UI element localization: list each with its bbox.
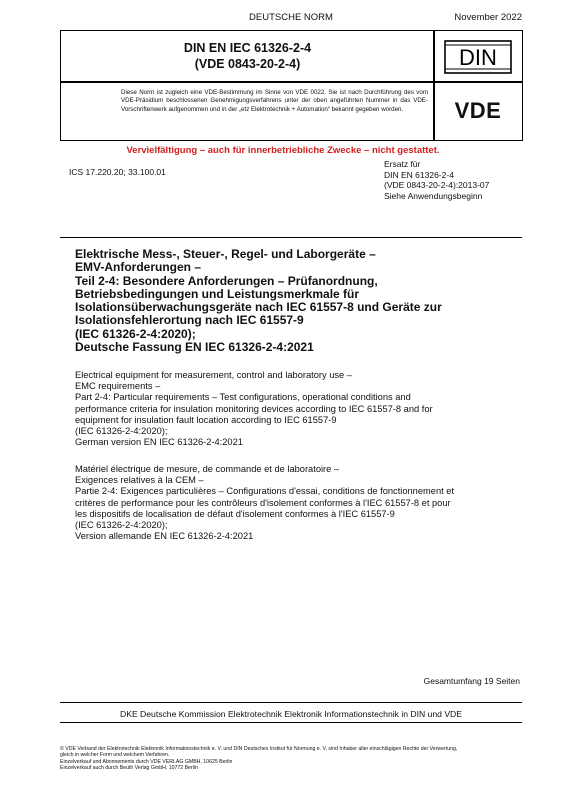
footer-line: © VDE Verband der Elektrotechnik Elektronik Informationstechnik e. V. und DIN Deutsches Institut für Normung e. V. sind Inhaber aller einschlägigen Rechte der Verwertung,: [60, 746, 458, 752]
top-bar: [60, 10, 522, 28]
divider: [60, 702, 522, 703]
din-logo-box: [433, 30, 523, 83]
title-line: Partie 2-4: Exigences particulières – Configurations d'essai, conditions de fonctionnement et: [75, 486, 455, 497]
title-line: EMV-Anforderungen –: [75, 260, 202, 275]
divider: [60, 722, 522, 723]
english-title: [75, 370, 525, 448]
title-line: performance criteria for insulation monitoring devices according to IEC 61557-8 and for: [75, 403, 433, 414]
title-line: Betriebsbedingungen und Leistungsmerkmale für: [75, 286, 360, 301]
title-line: EMC requirements –: [75, 381, 161, 392]
german-title: [75, 248, 515, 354]
title-line: Isolationsfehlerortung nach IEC 61557-9: [75, 313, 304, 328]
title-line: critères de performance pour les contrôleurs d'isolement conformes à l'IEC 61557-8 et pour: [75, 497, 451, 508]
reproduction-notice: Vervielfältigung – auch für innerbetriebliche Zwecke – nicht gestattet.: [126, 145, 440, 156]
footer-line: Einzelverkauf und Abonnements durch VDE VERLAG GMBH, 10625 Berlin: [60, 758, 233, 765]
footer-line: gleich in welcher Form und welchem Verfahren.: [60, 752, 170, 759]
total-pages: Gesamtumfang 19 Seiten: [423, 676, 520, 686]
title-line: Electrical equipment for measurement, control and laboratory use –: [75, 370, 352, 380]
committee-line: DKE Deutsche Kommission Elektrotechnik Elektronik Informationstechnik in DIN und VDE: [120, 709, 462, 719]
copyright-footer: [60, 746, 530, 771]
vde-logo-box: [433, 81, 523, 141]
title-line: Isolationsüberwachungsgeräte nach IEC 61557-8 und Geräte zur: [75, 300, 442, 315]
standard-number: DIN EN IEC 61326-2-4: [183, 41, 312, 55]
norm-type: DEUTSCHE NORM: [249, 12, 333, 23]
title-line: Matériel électrique de mesure, de commande et de laboratoire –: [75, 464, 340, 474]
title-line: Deutsche Fassung EN IEC 61326-2-4:2021: [75, 340, 314, 355]
replacement-line: DIN EN 61326-2-4: [384, 169, 454, 180]
title-line: (IEC 61326-2-4:2020);: [75, 520, 168, 531]
replacement-info: [384, 159, 489, 201]
replacement-line: Siehe Anwendungsbeginn: [384, 190, 483, 201]
vde-statement: Diese Norm ist zugleich eine VDE-Bestimmung im Sinne von VDE 0022. Sie ist nach Durchführung des vom VDE-Präsidium beschlossenen Genehmigungsverfahrens unter der oben angeführten Nummer in das VDE-Vorschriftenwerk aufgenommen und in der „etz Elektrotechnik + Automation“ bekannt gegeben worden.: [121, 89, 428, 113]
title-line: Teil 2-4: Besondere Anforderungen – Prüfanordnung,: [75, 273, 378, 288]
title-line: German version EN IEC 61326-2-4:2021: [75, 437, 243, 448]
title-line: equipment for insulation fault location according to IEC 61557-9: [75, 414, 337, 425]
din-logo: [444, 40, 512, 74]
title-line: (IEC 61326-2-4:2020);: [75, 326, 196, 341]
vde-statement-box: [60, 81, 435, 141]
divider: [60, 237, 522, 238]
title-line: Exigences relatives à la CEM –: [75, 475, 204, 486]
vde-logo: VDE: [454, 98, 502, 123]
replacement-line: (VDE 0843-20-2-4):2013-07: [384, 180, 490, 190]
french-title: [75, 464, 525, 542]
title-line: les dispositifs de localisation de défaut d'isolement conformes à l'IEC 61557-9: [75, 508, 395, 519]
title-line: (IEC 61326-2-4:2020);: [75, 426, 168, 437]
replacement-line: Ersatz für: [384, 159, 421, 169]
footer-line: Einzelverkauf auch durch Beuth Verlag GmbH, 10772 Berlin: [60, 764, 198, 771]
title-line: Part 2-4: Particular requirements – Test configurations, operational conditions and: [75, 392, 411, 403]
din-logo-text: DIN: [459, 44, 497, 70]
ics-codes: ICS 17.220.20; 33.100.01: [69, 167, 166, 177]
title-line: Version allemande EN IEC 61326-2-4:2021: [75, 531, 254, 542]
publication-date: November 2022: [454, 12, 522, 23]
title-line: Elektrische Mess-, Steuer-, Regel- und Laborgeräte –: [75, 247, 376, 261]
vde-classification: (VDE 0843-20-2-4): [194, 57, 301, 71]
standard-title-box: [60, 30, 435, 83]
